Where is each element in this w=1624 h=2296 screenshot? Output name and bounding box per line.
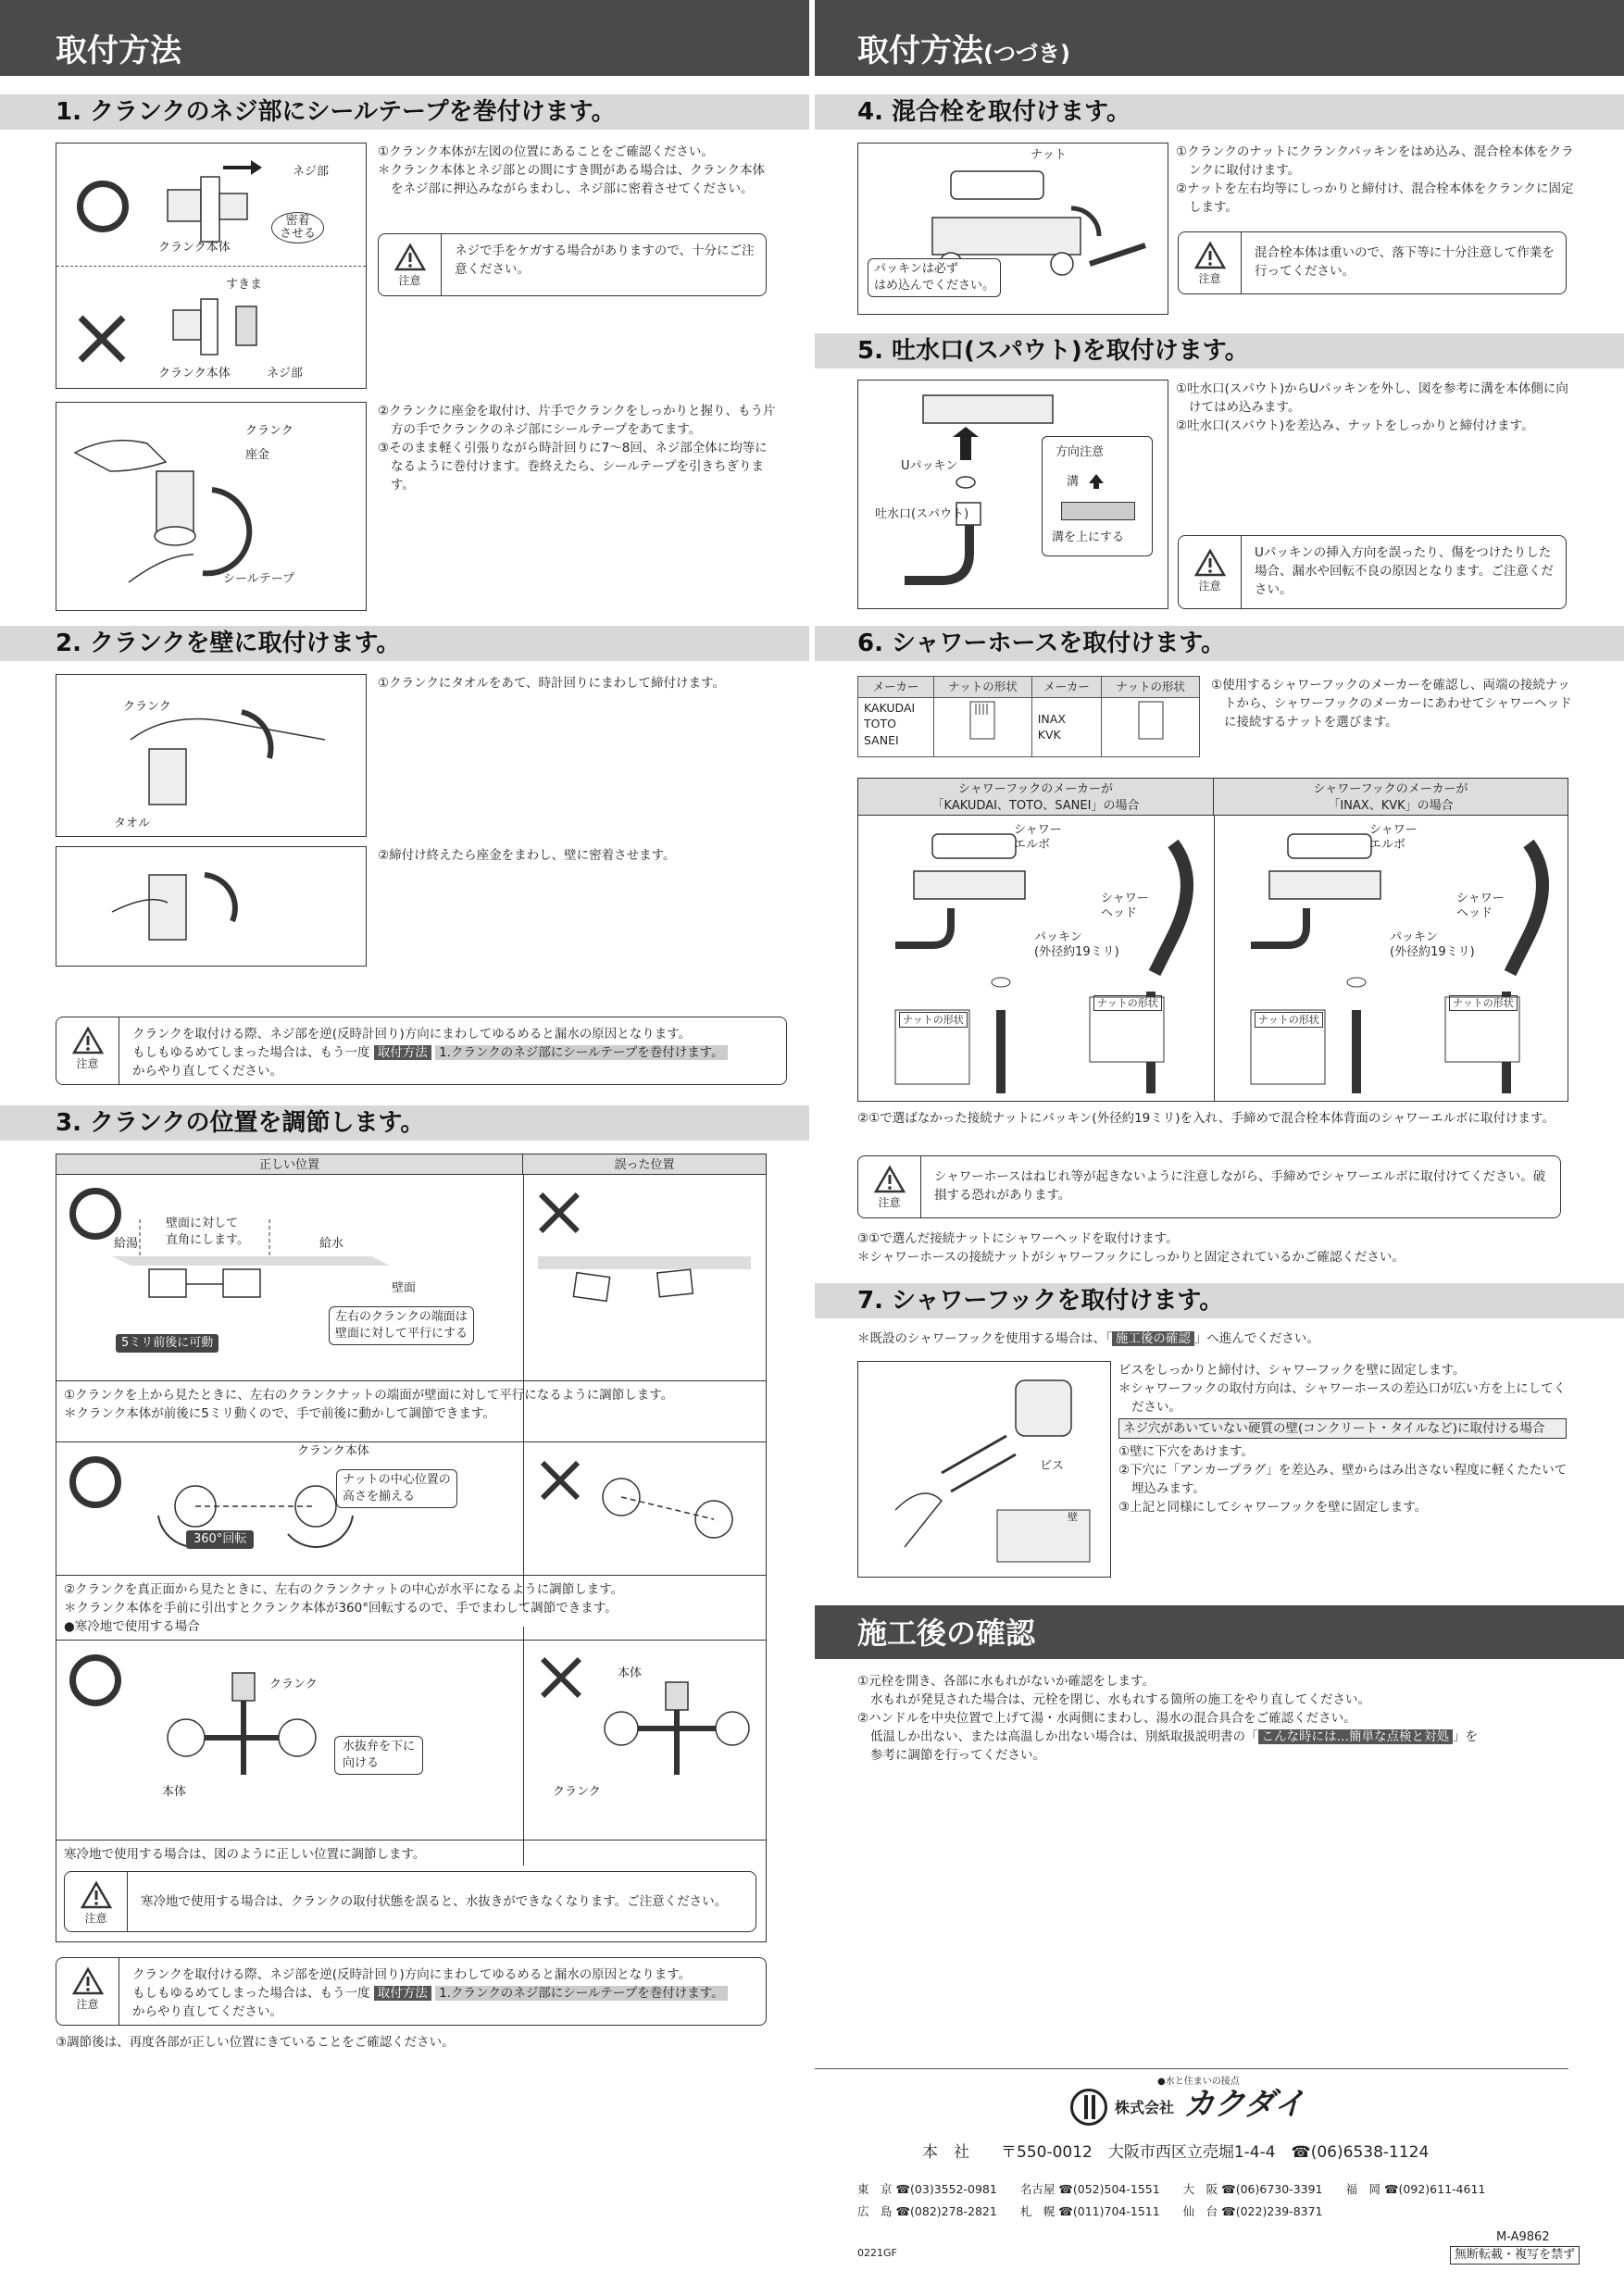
warning-icon xyxy=(81,1881,112,1909)
label-packing-19mm: パッキン (外径約19ミリ) xyxy=(1034,930,1119,959)
label-zagane: 座金 xyxy=(245,448,270,462)
caution-label: 注意 xyxy=(398,274,421,287)
s3-warning xyxy=(56,1957,767,2026)
s2-warning-line-1: クランクを取付ける際、ネジ部を逆(反時計回り)方向にまわしてゆるめると漏水の原因となります。 xyxy=(132,1027,692,1042)
s3-cold-heading: ●寒冷地で使用する場合 xyxy=(64,1619,200,1634)
s1-text-1: ①クランク本体が左図の位置にあることをご確認ください。 xyxy=(378,144,714,159)
footer-tagline: ●水と住まいの接点 xyxy=(1157,2077,1240,2087)
ref-step-1: 1.クランクのネジ部にシールテープを巻付けます。 xyxy=(435,1986,728,2001)
label-spout: 吐水口(スパウト) xyxy=(875,507,969,521)
footer-branches-1: 東 京 ☎(03)3552-0981 名古屋 ☎(052)504-1551 大 阪 ☎(06)6730-3391 福 岡 ☎(092)611-4611 xyxy=(857,2182,1486,2196)
label-wall: 壁面 xyxy=(392,1281,417,1295)
ref-troubleshooting: こんな時には…簡単な点検と対処 xyxy=(1258,1729,1454,1744)
warning-icon xyxy=(1194,242,1226,269)
footer-divider xyxy=(815,2068,1568,2069)
maker-group-1: KAKUDAI TOTO SANEI xyxy=(858,697,934,756)
nut-shape-1-icon xyxy=(968,700,996,741)
s7-figure xyxy=(857,1361,1111,1578)
after-text-1: ①元栓を開き、各部に水もれがないか確認をします。 xyxy=(857,1674,1155,1689)
footer-branches-2: 広 島 ☎(082)278-2821 札 幌 ☎(011)704-1511 仙 台 ☎(022)239-8371 xyxy=(857,2204,1323,2218)
section-2-title: 2. クランクを壁に取付けます。 xyxy=(0,626,809,661)
caution-badge xyxy=(1179,232,1242,293)
s7-intro-b: 」へ進んでください。 xyxy=(1193,1331,1319,1346)
label-nut-shape-4: ナットの形状 xyxy=(1449,995,1518,1011)
s7-intro xyxy=(857,1329,1570,1348)
s3-text-6: 寒冷地で使用する場合は、図のように正しい位置に調節します。 xyxy=(64,1847,426,1862)
hook-install-illustration xyxy=(868,1371,1099,1566)
s5-warning xyxy=(1178,535,1567,609)
cold-region-wrong xyxy=(593,1673,760,1803)
label-crank-body: クランク本体 xyxy=(297,1444,369,1458)
col-wrong: 誤った位置 xyxy=(523,1154,766,1175)
s2-warning-text xyxy=(132,1025,777,1080)
wrong-mark-icon xyxy=(536,1190,582,1236)
ref-install-method: 取付方法 xyxy=(374,1045,431,1060)
label-5mm-movable: 5ミリ前後に可動 xyxy=(116,1334,219,1353)
label-screw: ビス xyxy=(1040,1459,1065,1473)
right-header-title: 取付方法 xyxy=(857,32,983,69)
footer-headquarters: 本 社 〒550-0012 大阪市西区立売堀1-4-4 ☎(06)6538-1124 xyxy=(922,2143,1430,2162)
th-maker-2: メーカー xyxy=(1031,677,1102,698)
s4-warning-text: 混合栓本体は重いので、落下等に十分注意して作業を行ってください。 xyxy=(1255,245,1555,279)
s1-text-3: ②クランクに座金を取付け、片手でクランクをしっかりと握り、もう片方の手でクランクのネジ部にシールテープをあてます。 xyxy=(378,404,776,437)
label-crank-2: クランク xyxy=(553,1785,601,1799)
th-nut-shape-2: ナットの形状 xyxy=(1102,677,1200,698)
label-cold-supply: 給水 xyxy=(319,1237,344,1251)
ref-after-check: 施工後の確認 xyxy=(1112,1331,1194,1346)
label-nut-shape: ナットの形状 xyxy=(899,1012,968,1028)
s6-text-2: ②①で選ばなかった接続ナットにパッキン(外径約19ミリ)を入れ、手締めで混合栓本体背面のシャワーエルボに取付けます。 xyxy=(857,1111,1555,1126)
s5-figure xyxy=(857,380,1168,609)
s3-warning-line-2: もしもゆるめてしまった場合は、もう一度 xyxy=(132,1986,374,2001)
section-1-title: 1. クランクのネジ部にシールテープを巻付けます。 xyxy=(0,94,809,130)
s7-hard-wall-note: ネジ穴があいていない硬質の壁(コンクリート・タイルなど)に取付ける場合 xyxy=(1118,1418,1567,1439)
after-text-4b: 」を xyxy=(1453,1729,1478,1744)
s2-figure-2 xyxy=(56,846,367,967)
divider xyxy=(56,1380,766,1381)
crank-ng-illustration xyxy=(168,292,279,366)
label-u-packing: Uパッキン xyxy=(901,459,958,473)
correct-mark-icon xyxy=(69,1654,121,1706)
label-nut-shape-2: ナットの形状 xyxy=(1093,995,1162,1011)
s7-text-2: ＊シャワーフックの取付方向は、シャワーホースの差込口が広い方を上にしてください。 xyxy=(1118,1381,1567,1415)
label-shower-head-2: シャワー ヘッド xyxy=(1456,892,1505,920)
s3-cold-warning-text: 寒冷地で使用する場合は、クランクの取付状態を誤ると、水抜きができなくなります。ご注意ください。 xyxy=(141,1894,728,1909)
warning-icon xyxy=(72,1027,104,1054)
s2-warning xyxy=(56,1017,787,1085)
direction-callout xyxy=(1042,436,1153,556)
label-shower-elbow-2: シャワー エルボ xyxy=(1369,823,1418,852)
label-crank: クランク xyxy=(245,424,294,438)
th-nut-shape: ナットの形状 xyxy=(934,677,1032,698)
caution-label: 注意 xyxy=(1198,272,1221,285)
washer-turn-illustration xyxy=(112,856,334,958)
section-7-title: 7. シャワーフックを取付けます。 xyxy=(815,1283,1624,1318)
footer-copyright: 無断転載・複写を禁ず xyxy=(1450,2246,1580,2265)
after-text-3: ②ハンドルを中央位置で上げて湯・水両側にまわし、湯水の混合具合をご確認ください。 xyxy=(857,1711,1356,1726)
wrong-mark-icon xyxy=(75,312,129,366)
caution-badge xyxy=(65,1872,128,1931)
label-sukima: すきま xyxy=(226,278,263,292)
caution-label: 注意 xyxy=(878,1196,901,1209)
label-shower-head: シャワー ヘッド xyxy=(1101,892,1149,920)
s7-intro-a: ＊既設のシャワーフックを使用する場合は、「 xyxy=(857,1331,1112,1346)
footer-doc-code: M-A9862 xyxy=(1496,2230,1550,2244)
warning-icon xyxy=(394,243,426,271)
label-crank-body: クランク本体 xyxy=(158,241,231,255)
caution-badge xyxy=(858,1156,921,1217)
caution-badge xyxy=(56,1958,119,2025)
arrow-up-icon xyxy=(1087,472,1106,491)
label-crank: クランク xyxy=(269,1678,318,1691)
wrong-mark-icon xyxy=(538,1654,584,1701)
s5-text-1: ①吐水口(スパウト)からUパッキンを外し、図を参考に溝を本体側に向けてはめ込みます。 xyxy=(1176,381,1568,415)
s6-text-3: ③①で選んだ接続ナットにシャワーヘッドを取付けます。 xyxy=(857,1231,1179,1246)
label-shower-elbow: シャワー エルボ xyxy=(1014,823,1062,852)
groove-diagram xyxy=(1061,502,1135,520)
label-360-rotation: 360°回転 xyxy=(186,1530,254,1549)
label-body: 本体 xyxy=(162,1785,187,1799)
right-header-sub: (つづき) xyxy=(983,41,1070,67)
warning-icon xyxy=(1194,549,1226,577)
kakudai-logo-icon xyxy=(1070,2089,1107,2126)
s6-head-right: シャワーフックのメーカーが 「INAX、KVK」の場合 xyxy=(1214,779,1568,816)
label-parallel-note: 左右のクランクの端面は 壁面に対して平行にする xyxy=(329,1306,474,1345)
section-4-title: 4. 混合栓を取付けます。 xyxy=(815,94,1624,130)
after-text-5: 参考に調節を行ってください。 xyxy=(870,1748,1045,1763)
s2-warning-line-3: からやり直してください。 xyxy=(132,1064,282,1079)
correct-mark-icon xyxy=(77,181,129,232)
label-groove-up: 溝を上にする xyxy=(1052,530,1125,544)
th-maker: メーカー xyxy=(858,677,934,698)
warning-icon xyxy=(874,1166,906,1193)
caution-badge xyxy=(379,234,442,295)
divider xyxy=(56,266,366,267)
label-nut-shape-3: ナットの形状 xyxy=(1255,1012,1323,1028)
s7-text-5: ②下穴に「アンカープラグ」を差込み、壁からはみ出さない程度に軽くたたいて埋込みます。 xyxy=(1118,1463,1568,1496)
s3-text-4: ＊クランク本体を手前に引出すとクランク本体が360°回転するので、手でまわして調節できます。 xyxy=(64,1601,618,1616)
warning-icon xyxy=(72,1967,104,1995)
s1-warning xyxy=(378,233,767,296)
caution-label: 注意 xyxy=(1198,580,1221,593)
s3-text-3: ②クランクを真正面から見たときに、左右のクランクナットの中心が水平になるように調節します。 xyxy=(64,1582,624,1597)
label-crank-body-2: クランク本体 xyxy=(158,367,231,381)
label-neji-2: ネジ部 xyxy=(267,367,304,381)
s4-figure xyxy=(857,143,1168,315)
right-header xyxy=(815,0,1624,76)
left-header xyxy=(0,0,809,76)
cold-region-correct xyxy=(149,1654,334,1793)
s7-text-4: ①壁に下穴をあけます。 xyxy=(1118,1444,1255,1459)
caution-label: 注意 xyxy=(84,1912,107,1925)
wrong-front-view xyxy=(584,1460,751,1553)
label-groove: 溝 xyxy=(1067,475,1080,489)
wrong-wall-top-view xyxy=(538,1238,760,1330)
wrong-mark-icon xyxy=(538,1458,582,1503)
footer-company-prefix: 株式会社 xyxy=(1115,2099,1175,2116)
label-packing-19mm-2: パッキン (外径約19ミリ) xyxy=(1390,930,1475,959)
label-hot-supply: 給湯 xyxy=(114,1237,139,1251)
section-5-title: 5. 吐水口(スパウト)を取付けます。 xyxy=(815,333,1624,368)
footer-company: カクダイ xyxy=(1183,2086,1305,2123)
label-seal-tape: シールテープ xyxy=(223,572,295,586)
col-correct: 正しい位置 xyxy=(56,1154,523,1175)
label-wall: 壁 xyxy=(1068,1511,1078,1523)
divider xyxy=(523,1627,524,1866)
correct-mark-icon xyxy=(69,1188,121,1240)
divider xyxy=(56,1640,766,1641)
s3-text-2: ＊クランク本体が前後に5ミリ動くので、手で前後に動かして調節できます。 xyxy=(64,1406,495,1421)
label-mitchaku: 密着 させる xyxy=(271,212,324,243)
s1-text-4: ③そのまま軽く引張りながら時計回りに7〜8回、ネジ部全体に均等になるように巻付けます。巻終えたら、シールテープを引きちぎります。 xyxy=(378,441,768,493)
s1-figure-2 xyxy=(56,402,367,611)
s6-head-left: シャワーフックのメーカーが 「KAKUDAI、TOTO、SANEI」の場合 xyxy=(858,779,1214,816)
after-text-4 xyxy=(870,1728,1574,1746)
s2-text-1: ①クランクにタオルをあて、時計回りにまわして締付けます。 xyxy=(378,676,725,691)
s6-warning xyxy=(857,1155,1561,1218)
after-text-2: 水もれが発見された場合は、元栓を閉じ、水もれする箇所の施工をやり直してください。 xyxy=(870,1692,1370,1707)
s5-warning-text: Uパッキンの挿入方向を誤ったり、傷をつけたりした場合、漏水や回転不良の原因となります。ご注意ください。 xyxy=(1255,545,1554,597)
s1-text-2: ＊クランク本体とネジ部との間にすき間がある場合は、クランク本体をネジ部に押込みながらまわし、ネジ部に密着させてください。 xyxy=(378,163,765,196)
s3-warning-line-1: クランクを取付ける際、ネジ部を逆(反時計回り)方向にまわしてゆるめると漏水の原因となります。 xyxy=(132,1967,692,1982)
s4-warning xyxy=(1178,231,1567,294)
section-3-title: 3. クランクの位置を調節します。 xyxy=(0,1105,809,1141)
maker-group-2: INAX KVK xyxy=(1031,697,1102,756)
section-6-title: 6. シャワーホースを取付けます。 xyxy=(815,626,1624,661)
s7-text-6: ③上記と同様にしてシャワーフックを壁に固定します。 xyxy=(1118,1500,1428,1515)
s3-panel xyxy=(56,1154,767,1942)
ref-install-method: 取付方法 xyxy=(374,1986,431,2001)
label-direction-note: 方向注意 xyxy=(1056,445,1105,459)
s4-text-1: ①クランクのナットにクランクパッキンをはめ込み、混合栓本体をクランクに取付けます。 xyxy=(1176,144,1574,178)
label-drain-valve: 水抜弁を下に 向ける xyxy=(334,1736,423,1775)
label-nut: ナット xyxy=(1031,148,1067,162)
divider xyxy=(56,1840,766,1841)
s2-warning-line-2: もしもゆるめてしまった場合は、もう一度 xyxy=(132,1045,374,1060)
s6-text-1: ①使用するシャワーフックのメーカーを確認し、両端の接続ナットから、シャワーフックのメーカーにあわせてシャワーヘッドに接続するナットを選びます。 xyxy=(1211,678,1572,730)
after-text-4a: 低温しか出ない、または高温しか出ない場合は、別紙取扱説明書の「 xyxy=(870,1729,1258,1744)
s2-figure-1 xyxy=(56,674,367,837)
s1-warning-text: ネジで手をケガする場合がありますので、十分にご注意ください。 xyxy=(455,243,755,277)
s3-warning-text xyxy=(132,1965,756,2021)
nut-shape-2-icon xyxy=(1137,700,1165,741)
label-neji: ネジ部 xyxy=(293,165,330,179)
left-header-title: 取付方法 xyxy=(56,32,181,69)
s7-text-1: ビスをしっかりと締付け、シャワーフックを壁に固定します。 xyxy=(1118,1363,1466,1378)
caution-badge xyxy=(56,1017,119,1084)
after-check-title: 施工後の確認 xyxy=(857,1616,1036,1651)
s1-figure-1 xyxy=(56,143,367,389)
after-check-header xyxy=(815,1605,1624,1659)
footer-date-code: 0221GF xyxy=(857,2247,897,2259)
label-towel: タオル xyxy=(114,817,151,830)
s2-text-2: ②締付け終えたら座金をまわし、壁に密着させます。 xyxy=(378,848,676,863)
caution-label: 注意 xyxy=(76,1057,99,1070)
nut-shape-table xyxy=(857,676,1200,757)
s4-text-2: ②ナットを左右均等にしっかりと締付け、混合栓本体をクランクに固定します。 xyxy=(1176,181,1574,215)
s6-text-4: ＊シャワーホースの接続ナットがシャワーフックにしっかりと固定されているかご確認ください。 xyxy=(857,1250,1405,1265)
label-wall-note: 壁面に対して 直角にします。 xyxy=(166,1217,249,1248)
s3-text-1: ①クランクを上から見たときに、左右のクランクナットの端面が壁面に対して平行になるように調節します。 xyxy=(64,1388,674,1403)
caution-badge xyxy=(1179,536,1242,608)
s3-warning-line-3: からやり直してください。 xyxy=(132,2004,282,2019)
caution-label: 注意 xyxy=(76,1998,99,2011)
s3-cold-warning xyxy=(64,1871,756,1932)
s6-figure xyxy=(857,778,1568,1102)
label-packing-note: パッキンは必ず はめ込んでください。 xyxy=(868,258,1001,297)
correct-mark-icon xyxy=(69,1456,121,1508)
divider xyxy=(56,1575,766,1576)
s3-text-7: ③調節後は、再度各部が正しい位置にきていることをご確認ください。 xyxy=(56,2035,455,2050)
label-body-2: 本体 xyxy=(618,1666,643,1680)
s5-text-2: ②吐水口(スパウト)を差込み、ナットをしっかりと締付けます。 xyxy=(1176,418,1534,433)
s6-warning-text: シャワーホースはねじれ等が起きないように注意しながら、手締めでシャワーエルボに取付けてください。破損する恐れがあります。 xyxy=(934,1169,1546,1203)
label-crank: クランク xyxy=(123,700,171,714)
ref-step-1: 1.クランクのネジ部にシールテープを巻付けます。 xyxy=(435,1045,728,1060)
crank-ok-illustration xyxy=(158,160,269,253)
divider xyxy=(56,1441,766,1442)
divider xyxy=(1214,816,1215,1101)
label-nut-center: ナットの中心位置の 高さを揃える xyxy=(336,1469,457,1508)
